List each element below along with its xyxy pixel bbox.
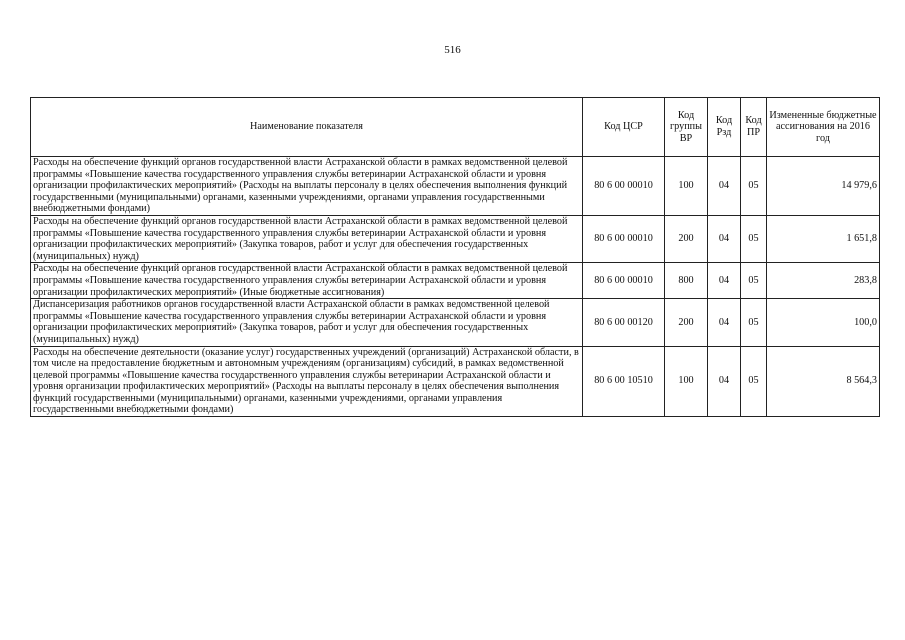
row-amount: 1 651,8 <box>767 215 880 262</box>
row-pr-code: 05 <box>741 299 767 346</box>
row-name: Расходы на обеспечение функций органов государственной власти Астраханской области в рамках ведомственной целевой программы «Повышение качества государственного управления службы ветеринарии Астраханской области и уровня организации профилактических мероприятий» (Расходы на выплаты персоналу в целях обеспечения выполнения функций государственными (муниципальными) органами, казенными учреждениями, органами управления государственными внебюджетными фондами) <box>31 157 583 216</box>
budget-table <box>30 97 880 417</box>
row-name: Расходы на обеспечение деятельности (оказание услуг) государственных учреждений (организаций) Астраханской области, в том числе на предоставление бюджетным и автономным учреждениям (организациям) субсидий, в рамках ведомственной целевой программы «Повышение качества государственного управления службы ветеринарии Астраханской области и уровня организации профилактических мероприятий» (Расходы на выплаты персоналу в целях обеспечения выполнения функций государственными (муниципальными) органами, казенными учреждениями, органами управления государственными внебюджетными фондами) <box>31 346 583 417</box>
row-csr-code: 80 6 00 00120 <box>583 299 665 346</box>
row-csr-code: 80 6 00 10510 <box>583 346 665 417</box>
row-vr-code: 800 <box>665 263 708 299</box>
table-row <box>31 299 880 346</box>
row-vr-code: 200 <box>665 299 708 346</box>
header-amount: Измененные бюджетные ассигнования на 2016 год <box>767 98 880 157</box>
header-pr-code: Код ПР <box>741 98 767 157</box>
row-vr-code: 200 <box>665 215 708 262</box>
row-amount: 283,8 <box>767 263 880 299</box>
row-pr-code: 05 <box>741 215 767 262</box>
row-amount: 14 979,6 <box>767 157 880 216</box>
row-rzd-code: 04 <box>708 263 741 299</box>
header-csr-code: Код ЦСР <box>583 98 665 157</box>
row-pr-code: 05 <box>741 157 767 216</box>
row-csr-code: 80 6 00 00010 <box>583 263 665 299</box>
row-rzd-code: 04 <box>708 157 741 216</box>
row-rzd-code: 04 <box>708 346 741 417</box>
row-csr-code: 80 6 00 00010 <box>583 215 665 262</box>
row-amount: 8 564,3 <box>767 346 880 417</box>
header-name: Наименование показателя <box>31 98 583 157</box>
row-name: Диспансеризация работников органов государственной власти Астраханской области в рамках ведомственной целевой программы «Повышение качества государственного управления службы ветеринарии Астраханской области и уровня организации профилактических мероприятий» (Закупка товаров, работ и услуг для обеспечения государственных (муниципальных) нужд) <box>31 299 583 346</box>
table-row <box>31 263 880 299</box>
page-number: 516 <box>444 44 461 56</box>
row-vr-code: 100 <box>665 157 708 216</box>
row-csr-code: 80 6 00 00010 <box>583 157 665 216</box>
row-rzd-code: 04 <box>708 215 741 262</box>
row-name: Расходы на обеспечение функций органов государственной власти Астраханской области в рамках ведомственной целевой программы «Повышение качества государственного управления службы ветеринарии Астраханской области и уровня организации профилактических мероприятий» (Закупка товаров, работ и услуг для обеспечения государственных (муниципальных) нужд) <box>31 215 583 262</box>
header-vr-code: Код группы ВР <box>665 98 708 157</box>
row-amount: 100,0 <box>767 299 880 346</box>
row-pr-code: 05 <box>741 263 767 299</box>
table-header-row <box>31 98 880 157</box>
row-vr-code: 100 <box>665 346 708 417</box>
table-row <box>31 157 880 216</box>
row-pr-code: 05 <box>741 346 767 417</box>
row-name: Расходы на обеспечение функций органов государственной власти Астраханской области в рамках ведомственной целевой программы «Повышение качества государственного управления службы ветеринарии Астраханской области и уровня организации профилактических мероприятий» (Иные бюджетные ассигнования) <box>31 263 583 299</box>
header-rzd-code: Код Рзд <box>708 98 741 157</box>
row-rzd-code: 04 <box>708 299 741 346</box>
table-row <box>31 215 880 262</box>
table-row <box>31 346 880 417</box>
